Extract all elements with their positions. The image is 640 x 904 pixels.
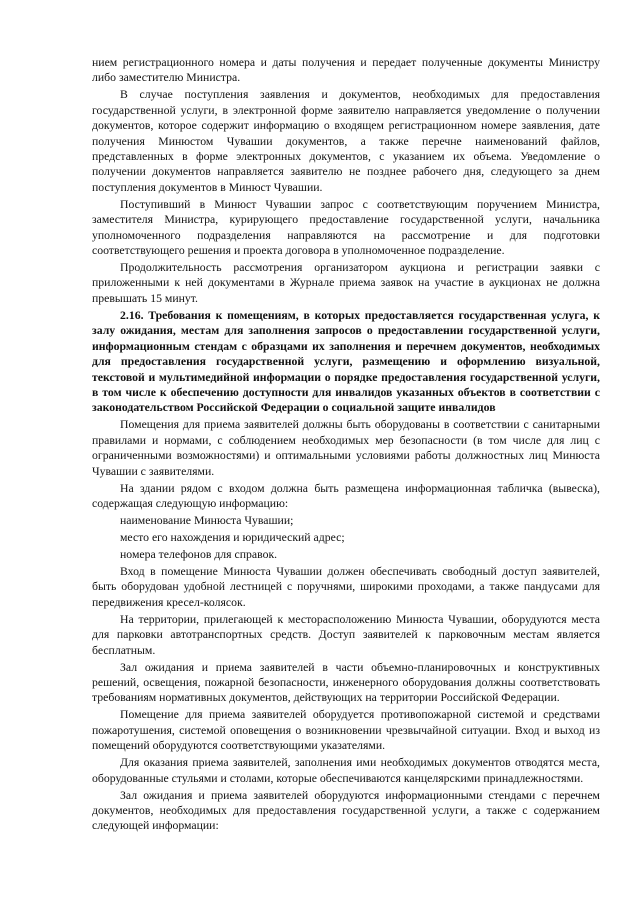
- paragraph-parking: На территории, прилегающей к месторасположению Минюста Чувашии, оборудуются места для парковки автотранспортных средств. Доступ заявителей к парковочным местам является бесплатным.: [92, 612, 600, 657]
- paragraph-info-stands: Зал ожидания и приема заявителей оборудуются информационными стендами с перечнем документов, необходимых для предоставления государственной услуги, а также с содержанием следующей информации:: [92, 788, 600, 833]
- list-item-phones: номера телефонов для справок.: [120, 547, 278, 561]
- section-heading-2-16: 2.16. Требования к помещениям, в которых предоставляется государственная услуга, к залу ожидания, местам для заполнения запросов о предоставлении государственной услуги, информационным стендам с образцами их заполнения и перечнем документов, необходимых для предоставления государственной услуги, размещению и оформлению визуальной, текстовой и мультимедийной информации о порядке предоставления государственной услуги, в том числе к обеспечению доступности для инвалидов указанных объектов в соответствии с законодательством Российской Федерации о социальной защите инвалидов: [92, 308, 600, 415]
- paragraph-fire-safety: Помещение для приема заявителей оборудуется противопожарной системой и средствами пожаротушения, системой оповещения о возникновении чрезвычайной ситуации. Вход и выход из помещений оборудуются соответствующими указателями.: [92, 708, 600, 753]
- paragraph-signboard: На здании рядом с входом должна быть размещена информационная табличка (вывеска), содержащая следующую информацию:: [92, 481, 600, 510]
- document-page: [92, 55, 600, 835]
- paragraph-workplaces: Для оказания приема заявителей, заполнения ими необходимых документов отводятся места, оборудованные стульями и столами, которые обеспечиваются канцелярскими принадлежностями.: [92, 756, 600, 785]
- list-item-name: наименование Минюста Чувашии;: [120, 513, 294, 527]
- paragraph-review-duration: Продолжительность рассмотрения организатором аукциона и регистрации заявки с приложенными к ней документами в Журнале приема заявок на участие в аукционах не должна превышать 15 минут.: [92, 261, 600, 305]
- list-item-address: место его нахождения и юридический адрес;: [120, 530, 345, 544]
- paragraph-premises: Помещения для приема заявителей должны быть оборудованы в соответствии с санитарными правилами и нормами, с соблюдением необходимых мер безопасности (в том числе для лиц с ограниченными возможностями) и оптимальными условиями работы должностных лиц Минюста Чувашии с заявителями.: [92, 418, 600, 478]
- paragraph-waiting-hall: Зал ожидания и приема заявителей в части объемно-планировочных и конструктивных решений, освещения, пожарной безопасности, инженерного оборудования должны соответствовать требованиям нормативных документов, действующих на территории Российской Федерации.: [92, 660, 600, 705]
- paragraph-continuation: нием регистрационного номера и даты получения и передает полученные документы Министру либо заместителю Министра.: [92, 56, 600, 85]
- paragraph-entrance: Вход в помещение Минюста Чувашии должен обеспечивать свободный доступ заявителей, быть оборудован удобной лестницей с поручнями, широкими проходами, а также пандусами для передвижения кресел-колясок.: [92, 564, 600, 609]
- paragraph-electronic-notice: В случае поступления заявления и документов, необходимых для предоставления государственной услуги, в электронной форме заявителю направляется уведомление о получении документов, которое содержит информацию о входящем регистрационном номере заявления, дате получения Минюстом Чувашии документов, а также перечне наименований файлов, представленных в форме электронных документов, с указанием их объема. Уведомление о получении документов направляется заявителю не позднее рабочего дня, следующего за днем поступления документов в Минюст Чувашии.: [92, 88, 600, 194]
- paragraph-request-routing: Поступивший в Минюст Чувашии запрос с соответствующим поручением Министра, заместителя Министра, курирующего предоставление государственной услуги, начальника уполномоченного подразделения направляются на рассмотрение и для подготовки соответствующего решения и проекта договора в уполномоченное подразделение.: [92, 197, 600, 258]
